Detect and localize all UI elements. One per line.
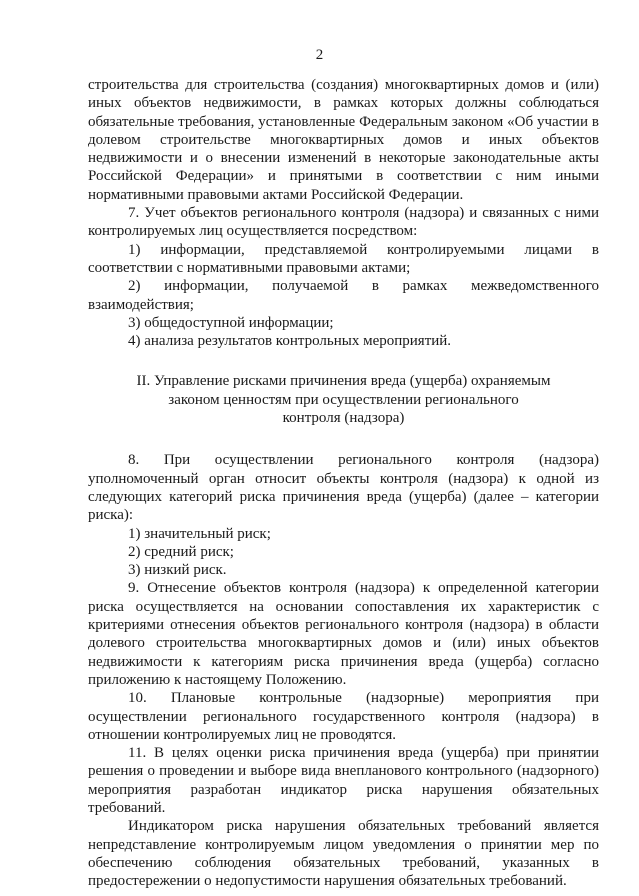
paragraph-8: 8. При осуществлении регионального контроля (надзора) уполномоченный орган относит объекты контроля (надзора) к одной из следующих категорий риска причинения вреда (ущерба) (далее – категории риска): (88, 452, 599, 524)
paragraph-continuation: строительства для строительства (создания) многоквартирных домов и (или) иных объектов недвижимости, в рамках которых должны соблюдаться обязательные требования, установленные Федеральным законом «Об участии в долевом строительстве многоквартирных домов и иных объектов недвижимости и о внесении изменений в некоторые законодательные акты Российской Федерации» и принятыми в соответствии с ним иными нормативными правовыми актами Российской Федерации. (88, 77, 599, 203)
paragraph-10: 10. Плановые контрольные (надзорные) мероприятия при осуществлении регионального государственного контроля (надзора) в отношении контролируемых лиц не проводятся. (88, 690, 599, 743)
list-item-7-1: 1) информации, представляемой контролируемыми лицами в соответствии с нормативными правовыми актами; (88, 241, 599, 276)
paragraph-11: 11. В целях оценки риска причинения вреда (ущерба) при принятии решения о проведении и выборе вида внепланового контрольного (надзорного) мероприятия разработан индикатор риска нарушения обязательных требований. (88, 745, 599, 816)
section-heading-line-3: контроля (надзора) (282, 410, 405, 427)
list-item-7-4: 4) анализа результатов контрольных мероприятий. (128, 333, 452, 350)
document-body (88, 76, 599, 890)
paragraph-7: 7. Учет объектов регионального контроля (надзора) и связанных с ними контролируемых лиц осуществляется посредством: (88, 205, 599, 240)
list-item-8-1: 1) значительный риск; (128, 525, 271, 542)
section-heading-line-2: законом ценностям при осуществлении регионального (168, 391, 519, 408)
paragraph-risk-indicator: Индикатором риска нарушения обязательных требований является непредставление контролируемым лицом уведомления о принятии мер по обеспечению соблюдения обязательных требований, указанных в предостережении о недопустимости нарушения обязательных требований. (88, 818, 599, 890)
paragraph-9: 9. Отнесение объектов контроля (надзора) к определенной категории риска осуществляется на основании сопоставления их характеристик с критериями отнесения объектов регионального контроля (надзора) в области долевого строительства многоквартирных домов и (или) иных объектов недвижимости к категориям риска причинения вреда (ущерба) согласно приложению к настоящему Положению. (88, 580, 599, 688)
section-heading-line-1: II. Управление рисками причинения вреда (ущерба) охраняемым (136, 373, 551, 390)
list-item-7-2: 2) информации, получаемой в рамках межведомственного взаимодействия; (88, 278, 599, 313)
list-item-7-3: 3) общедоступной информации; (128, 314, 334, 331)
list-item-8-2: 2) средний риск; (128, 543, 234, 560)
page-number: 2 (315, 47, 324, 63)
section-heading (88, 372, 599, 427)
list-item-8-3: 3) низкий риск. (128, 562, 227, 579)
